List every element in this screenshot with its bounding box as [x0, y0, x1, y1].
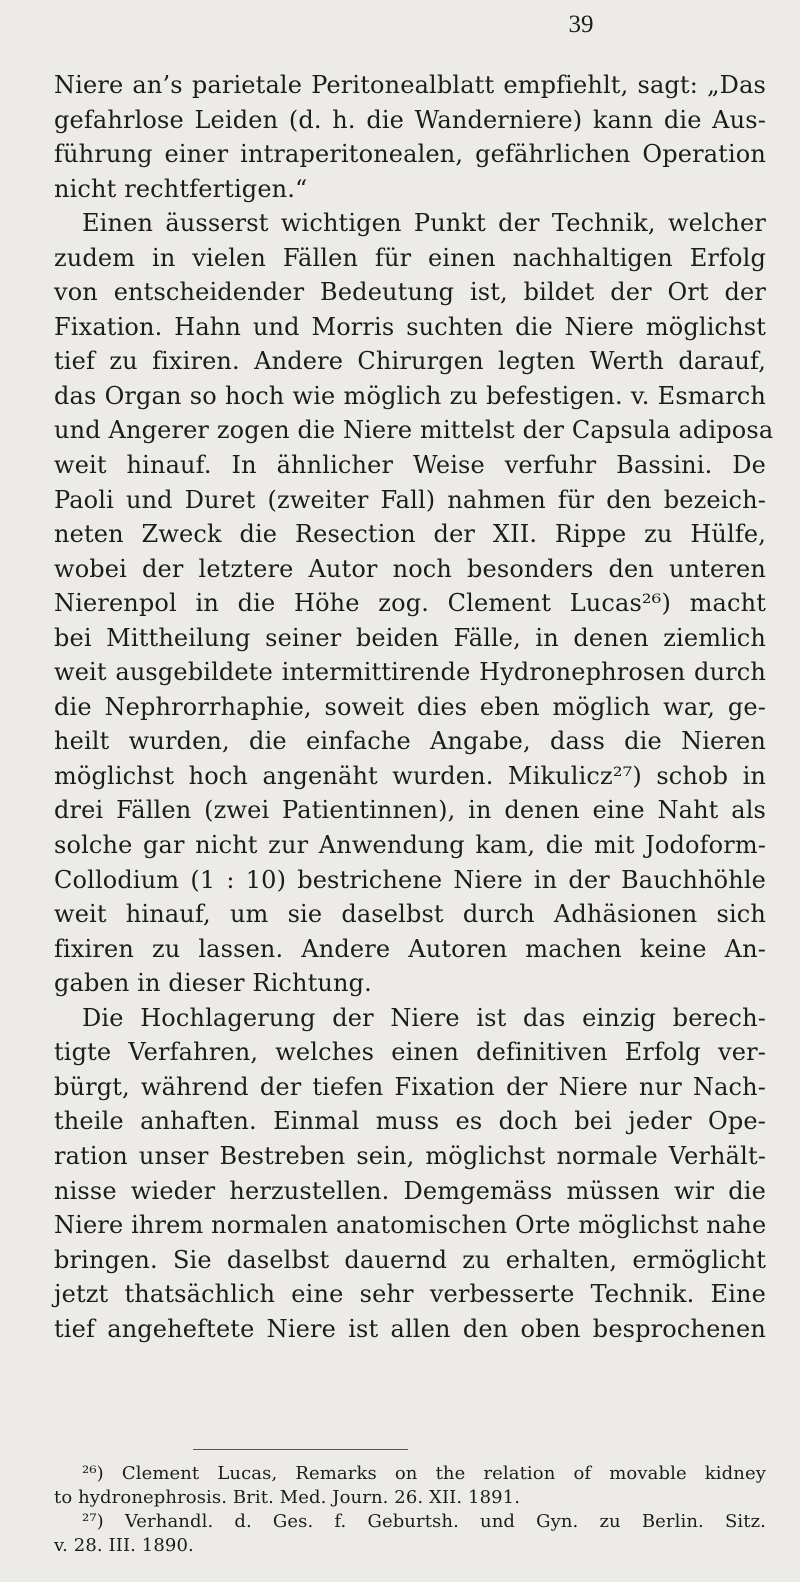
paragraph-start-line: Einen äusserst wichtigen Punkt der Technik, welcher [82, 209, 766, 238]
text-line: nisse wieder herzustellen. Demgemäss müssen wir die [54, 1176, 766, 1205]
text-line: Collodium (1 : 10) bestrichene Niere in der Bauchhöhle [54, 865, 766, 894]
footnote-divider [193, 1449, 408, 1450]
footnote-26-continuation: to hydronephrosis. Brit. Med. Journ. 26. XII. 1891. [54, 1487, 521, 1508]
text-line: wobei der letztere Autor noch besonders den unteren [54, 554, 766, 583]
text-line: tief zu fixiren. Andere Chirurgen legten Werth darauf, [54, 347, 766, 376]
text-line: bringen. Sie daselbst dauernd zu erhalten, ermöglicht [54, 1245, 766, 1274]
text-line: weit ausgebildete intermittirende Hydronephrosen durch [54, 658, 766, 687]
text-line: jetzt thatsächlich eine sehr verbesserte Technik. Eine [54, 1280, 766, 1309]
text-line: gefahrlose Leiden (d. h. die Wanderniere) kann die Aus- [54, 105, 766, 134]
text-line: Paoli und Duret (zweiter Fall) nahmen für den bezeich- [54, 485, 766, 514]
text-line: gaben in dieser Richtung. [54, 969, 372, 998]
paragraph-start-line: Die Hochlagerung der Niere ist das einzig berech- [82, 1003, 766, 1032]
text-line: das Organ so hoch wie möglich zu befestigen. v. Esmarch [54, 381, 766, 410]
text-line: weit hinauf, um sie daselbst durch Adhäsionen sich [54, 900, 766, 929]
text-line: solche gar nicht zur Anwendung kam, die mit Jodoform- [54, 831, 766, 860]
text-line: drei Fällen (zwei Patientinnen), in denen eine Naht als [54, 796, 766, 825]
text-line: von entscheidender Bedeutung ist, bildet der Ort der [54, 278, 766, 307]
text-line: und Angerer zogen die Niere mittelst der Capsula adiposa [54, 416, 774, 445]
text-line: bei Mittheilung seiner beiden Fälle, in denen ziemlich [54, 623, 766, 652]
text-line: Nierenpol in die Höhe zog. Clement Lucas²⁶) macht [54, 589, 766, 618]
text-line: neten Zweck die Resection der XII. Rippe zu Hülfe, [54, 520, 766, 549]
text-line: die Nephrorrhaphie, soweit dies eben möglich war, ge- [54, 692, 766, 721]
text-line: bürgt, während der tiefen Fixation der Niere nur Nach- [54, 1072, 766, 1101]
body-text [54, 68, 774, 1346]
text-line: heilt wurden, die einfache Angabe, dass die Nieren [54, 727, 766, 756]
text-line: fixiren zu lassen. Andere Autoren machen keine An- [54, 934, 766, 963]
text-line: ration unser Bestreben sein, möglichst normale Verhält- [54, 1141, 766, 1170]
footnotes [54, 1462, 766, 1558]
text-line: tief angeheftete Niere ist allen den oben besprochenen [54, 1314, 766, 1343]
footnote-26: ²⁶) Clement Lucas, Remarks on the relation of movable kidney [82, 1463, 766, 1484]
text-line: theile anhaften. Einmal muss es doch bei jeder Ope- [54, 1107, 766, 1136]
footnote-27: ²⁷) Verhandl. d. Ges. f. Geburtsh. und Gyn. zu Berlin. Sitz. [82, 1511, 766, 1532]
page-number: 39 [568, 11, 594, 38]
text-line: Niere an’s parietale Peritonealblatt empfiehlt, sagt: „Das [54, 71, 766, 99]
text-line: nicht rechtfertigen.“ [54, 174, 308, 203]
text-line: Niere ihrem normalen anatomischen Orte möglichst nahe [54, 1211, 767, 1240]
text-line: zudem in vielen Fällen für einen nachhaltigen Erfolg [54, 243, 766, 272]
text-line: möglichst hoch angenäht wurden. Mikulicz²⁷) schob in [54, 761, 766, 790]
text-line: führung einer intraperitonealen, gefährlichen Operation [54, 140, 766, 169]
text-line: tigte Verfahren, welches einen definitiven Erfolg ver- [54, 1038, 766, 1067]
text-line: Fixation. Hahn und Morris suchten die Niere möglichst [54, 312, 766, 341]
text-line: weit hinauf. In ähnlicher Weise verfuhr Bassini. De [54, 451, 766, 480]
footnote-27-continuation: v. 28. III. 1890. [54, 1535, 194, 1556]
